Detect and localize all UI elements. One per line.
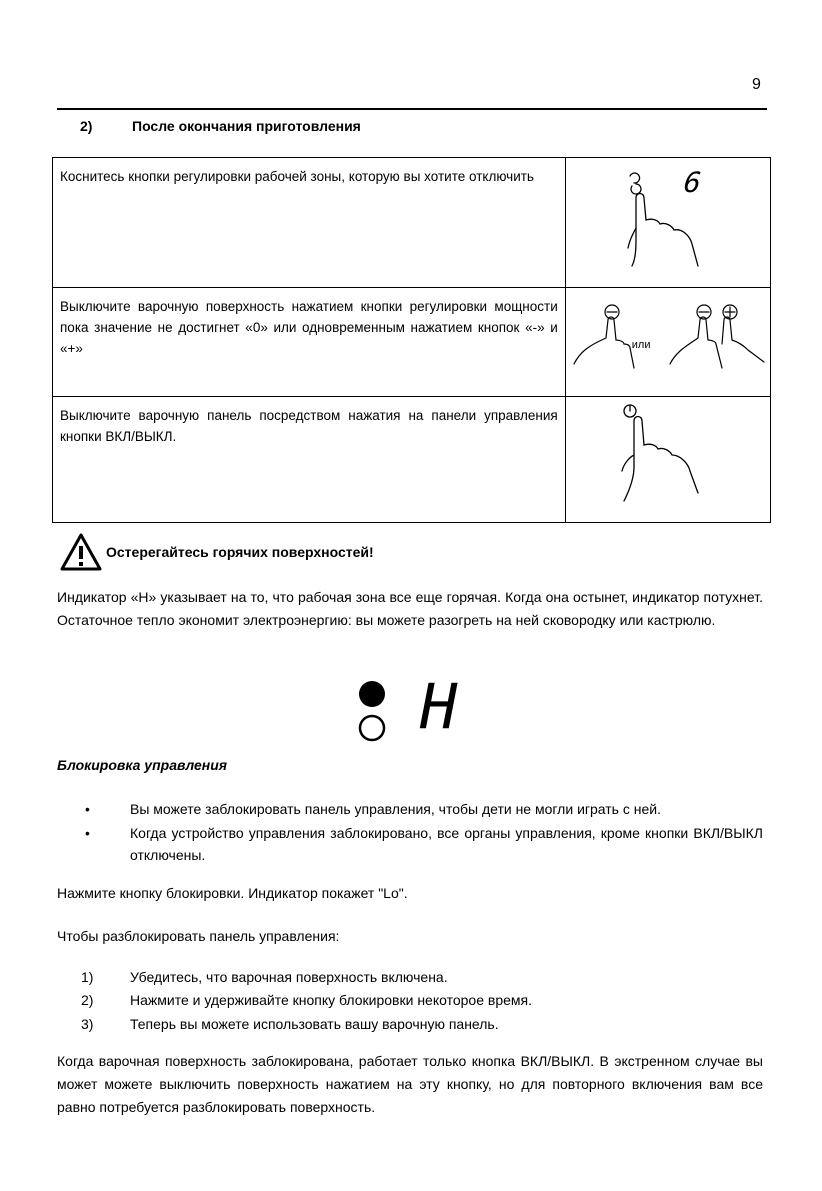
list-item [57,1013,763,1035]
section-title [80,118,361,134]
steps-table [52,157,771,523]
display-digit: 6 [682,166,703,199]
list-item-text: Нажмите и удерживайте кнопку блокировки некоторое время. [130,992,532,1008]
step-illustration [565,288,770,397]
list-item-text: Вы можете заблокировать панель управления, чтобы дети не могли играть с ней. [130,801,661,817]
lock-heading: Блокировка управления [57,757,228,773]
table-row [53,288,771,397]
final-paragraph: Когда варочная поверхность заблокирована, работает только кнопка ВКЛ/ВЫКЛ. В экстренном случае вы может можете выключить поверхность нажатием на эту кнопку, но для повторного включения вам все равно потребуется разблокировать поверхность. [57,1053,763,1115]
hot-indicator [350,670,480,746]
list-item-text: Когда устройство управления заблокировано, все органы управления, кроме кнопки ВКЛ/ВЫКЛ отключены. [130,825,763,863]
list-item-text: Убедитесь, что варочная поверхность включена. [130,969,448,985]
section-title-text: После окончания приготовления [132,118,361,134]
step-text: Выключите варочную панель посредством нажатия на панели управления кнопки ВКЛ/ВЫКЛ. [53,397,566,523]
step-illustration [565,158,770,288]
warning-row [60,533,460,573]
indicator-symbol: H [420,670,458,743]
warning-triangle-icon [60,533,102,571]
or-label: или [631,339,651,351]
hot-paragraph: Индикатор «H» указывает на то, что рабочая зона все еще горячая. Когда она остынет, индикатор потухнет. Остаточное тепло экономит электроэнергию: вы можете разогреть на ней сковородку или кастрюлю. [57,589,763,628]
unlock-intro: Чтобы разблокировать панель управления: [57,928,340,944]
list-item [57,966,763,988]
bullet-icon: • [85,801,90,817]
minus-plus-finger-icon [566,288,774,380]
bullet-icon: • [85,825,90,841]
list-item [57,822,763,866]
table-row [53,397,771,523]
list-item-number: 3) [81,1016,94,1032]
lock-instruction: Нажмите кнопку блокировки. Индикатор покажет "Lo". [57,885,408,901]
list-item-number: 2) [81,992,94,1008]
list-item [57,989,763,1011]
list-item-text: Теперь вы можете использовать вашу варочную панель. [130,1016,499,1032]
list-item-number: 1) [81,969,94,985]
warning-title: Остерегайтесь горячих поверхностей! [106,544,374,560]
page-number: 9 [752,76,761,93]
section-number: 2) [80,118,93,134]
step-text: Коснитесь кнопки регулировки рабочей зоны, которую вы хотите отключить [53,158,566,288]
list-item [57,798,763,820]
step-illustration [565,397,770,523]
table-row [53,158,771,288]
power-finger-icon [566,397,774,506]
header-rule [57,108,767,110]
zone-select-finger-icon [566,158,774,271]
step-text: Выключите варочную поверхность нажатием кнопки регулировки мощности пока значение не достигнет «0» или одновременным нажатием кнопок «-» и «+» [53,288,566,397]
hot-indicator-icon [350,676,390,746]
